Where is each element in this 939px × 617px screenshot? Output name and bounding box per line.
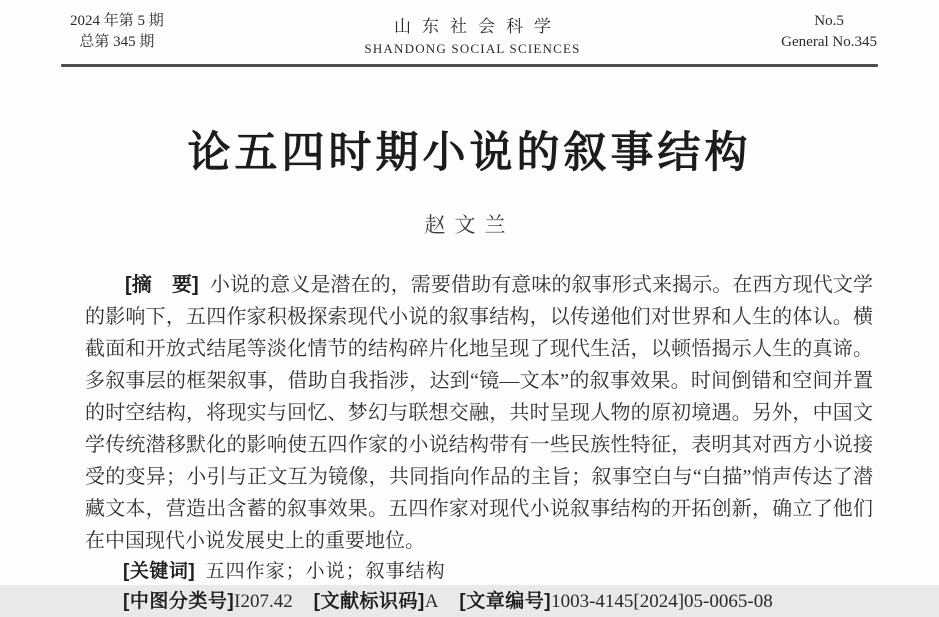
journal-name-block	[364, 11, 580, 57]
clc-value: I207.42	[234, 590, 293, 612]
keywords-value: 五四作家；小说；叙事结构	[205, 560, 446, 582]
article-author: 赵文兰	[424, 212, 515, 237]
keywords-line	[85, 557, 873, 587]
abstract-text: 小说的意义是潜在的，需要借助有意味的叙事形式来揭示。在西方现代文学的影响下，五四作家积极探索现代小说的叙事结构，以传递他们对世界和人生的体认。横截面和开放式结尾等淡化情节的结构碎片化地呈现了现代生活，以顿悟揭示人生的真谛。多叙事层的框架叙事，借助自我指涉，达到“镜—文本”的叙事效果。时间倒错和空间并置的时空结构，将现实与回忆、梦幻与联想交融，共时呈现人物的原初境遇。另外，中国文学传统潜移默化的影响使五四作家的小说结构带有一些民族性特征，表明其对西方小说接受的变异；小引与正文互为镜像，共同指向作品的主旨；叙事空白与“白描”悄声传达了潜藏文本，营造出含蓄的叙事效果。五四作家对现代小说叙事结构的开拓创新，确立了他们在中国现代小说发展史上的重要地位。	[85, 273, 873, 552]
journal-name-cn: 山东社会科学	[393, 17, 562, 36]
journal-name-en: SHANDONG SOCIAL SCIENCES	[364, 41, 581, 56]
abstract-paragraph	[85, 269, 873, 557]
abstract-label: [摘 要]	[125, 273, 199, 296]
clc-label: [中图分类号]	[123, 590, 235, 612]
article-id-label: [文章编号]	[459, 590, 552, 612]
general-issue-number: 总第 345 期	[79, 34, 155, 50]
article-title: 论五四时期小说的叙事结构	[187, 130, 752, 177]
issue-number-en: No.5	[814, 13, 844, 29]
clc-pair	[123, 591, 293, 612]
doc-code-value: A	[424, 590, 439, 612]
doc-code-label: [文献标识码]	[313, 590, 425, 612]
issue-number: 2024 年第 5 期	[70, 13, 164, 29]
header-divider	[61, 64, 878, 67]
article-id-pair	[459, 591, 772, 612]
classification-line	[85, 587, 873, 617]
article-id-value: 1003-4145[2024]05-0065-08	[551, 590, 773, 612]
keywords-label: [关键词]	[123, 560, 196, 582]
issue-info-en	[781, 11, 877, 53]
general-issue-number-en: General No.345	[781, 34, 877, 50]
issue-info	[70, 11, 164, 53]
journal-header	[0, 0, 939, 57]
doc-code-pair	[314, 591, 439, 612]
